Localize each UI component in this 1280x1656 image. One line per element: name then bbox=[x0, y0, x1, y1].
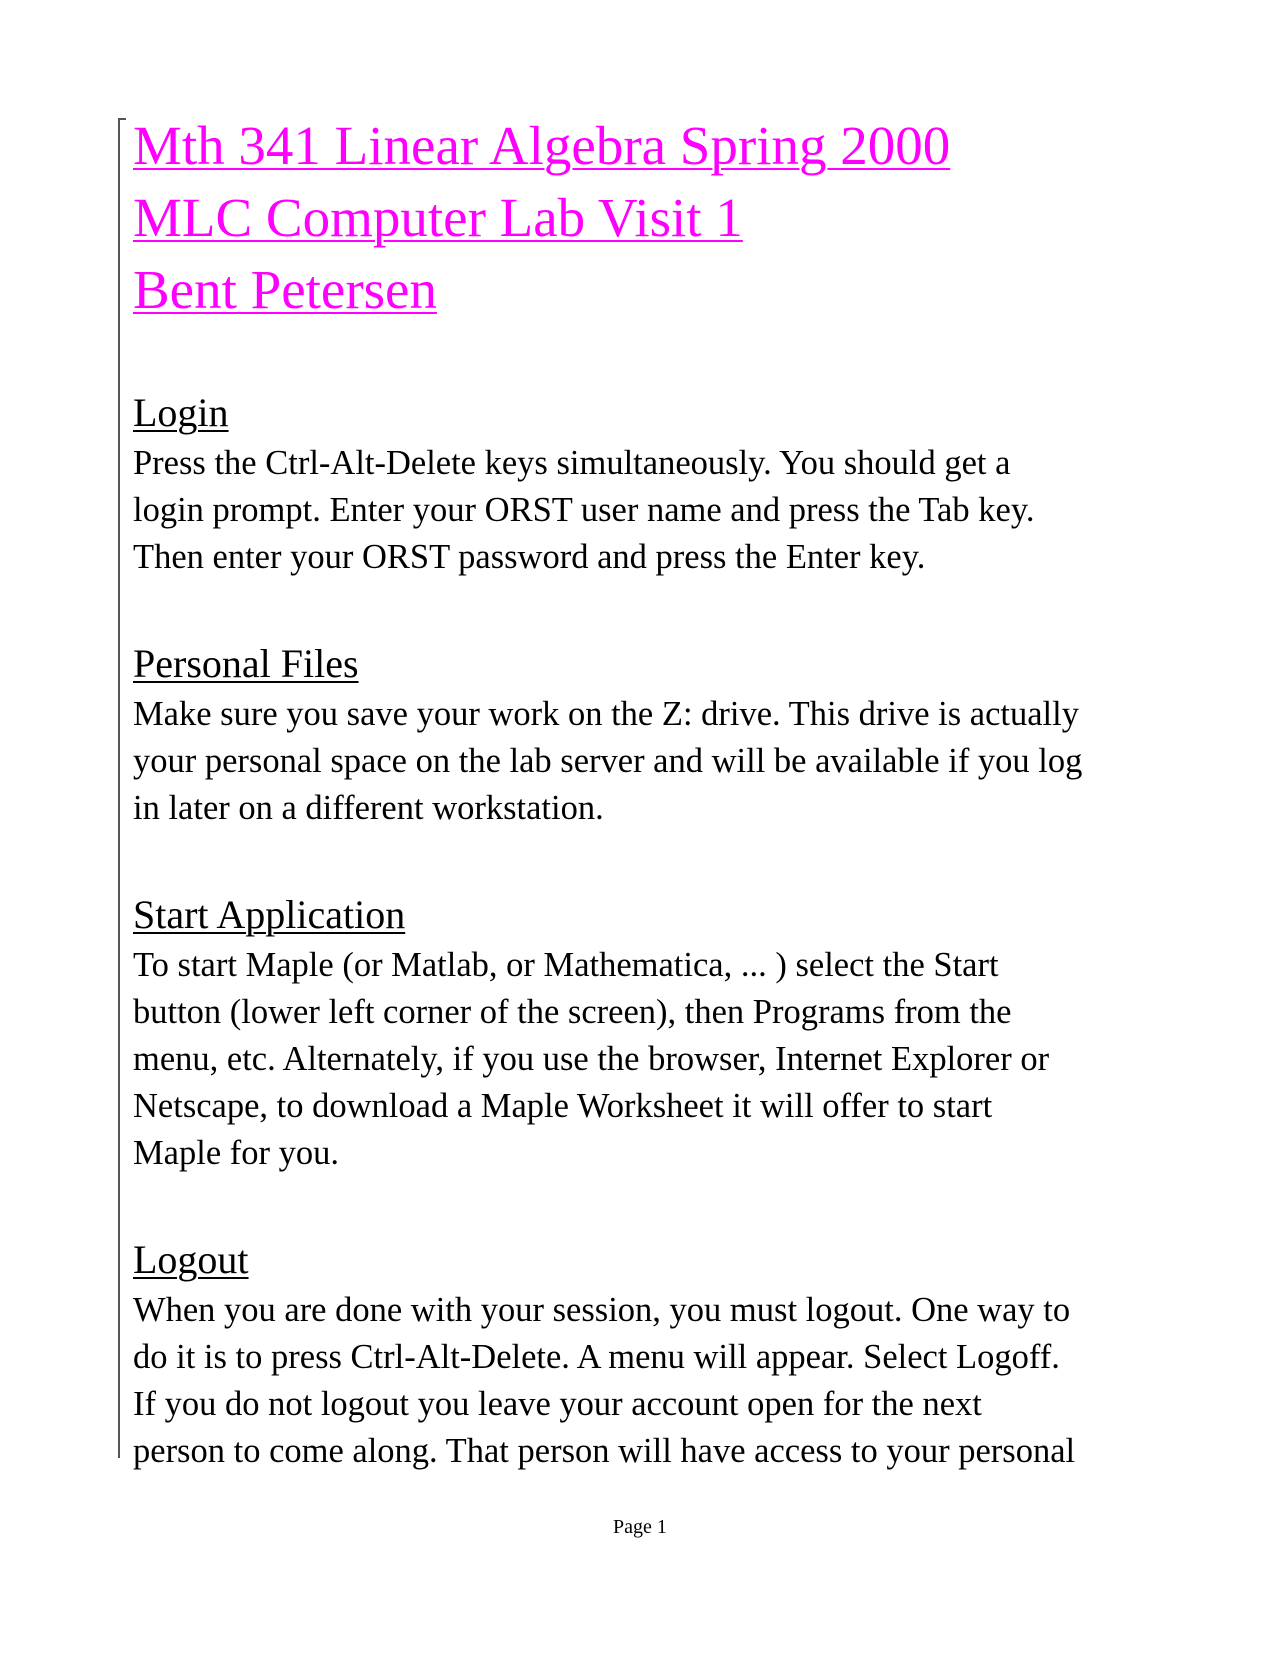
section-heading: Login bbox=[133, 390, 229, 435]
section-login bbox=[133, 388, 1173, 581]
body-line: When you are done with your session, you must logout. One way to bbox=[133, 1291, 1071, 1329]
body-line: in later on a different workstation. bbox=[133, 789, 604, 827]
body-line: If you do not logout you leave your account open for the next bbox=[133, 1385, 982, 1423]
body-line: do it is to press Ctrl-Alt-Delete. A menu will appear. Select Logoff. bbox=[133, 1338, 1060, 1376]
section-body bbox=[133, 942, 1173, 1177]
body-line: your personal space on the lab server and will be available if you log bbox=[133, 742, 1083, 780]
section-heading: Personal Files bbox=[133, 641, 359, 686]
body-line: Maple for you. bbox=[133, 1134, 339, 1172]
section-start-application bbox=[133, 890, 1173, 1177]
body-line: login prompt. Enter your ORST user name and press the Tab key. bbox=[133, 491, 1035, 529]
section-heading: Start Application bbox=[133, 892, 406, 937]
body-line: Press the Ctrl-Alt-Delete keys simultaneously. You should get a bbox=[133, 444, 1011, 482]
title-line-lab-visit[interactable]: MLC Computer Lab Visit 1 bbox=[133, 187, 743, 248]
body-line: Then enter your ORST password and press the Enter key. bbox=[133, 538, 926, 576]
page-number: Page 1 bbox=[613, 1516, 667, 1538]
body-line: Make sure you save your work on the Z: drive. This drive is actually bbox=[133, 695, 1079, 733]
body-line: To start Maple (or Matlab, or Mathematica, ... ) select the Start bbox=[133, 946, 999, 984]
body-line: menu, etc. Alternately, if you use the browser, Internet Explorer or bbox=[133, 1040, 1050, 1078]
document-content bbox=[133, 110, 1173, 1475]
body-line: button (lower left corner of the screen), then Programs from the bbox=[133, 993, 1012, 1031]
body-line: Netscape, to download a Maple Worksheet it will offer to start bbox=[133, 1087, 993, 1125]
title-line-course[interactable]: Mth 341 Linear Algebra Spring 2000 bbox=[133, 115, 951, 176]
section-body bbox=[133, 440, 1173, 581]
section-heading: Logout bbox=[133, 1237, 249, 1282]
document-title bbox=[133, 110, 1173, 326]
section-personal-files bbox=[133, 639, 1173, 832]
section-body bbox=[133, 691, 1173, 832]
title-line-author[interactable]: Bent Petersen bbox=[133, 259, 437, 320]
section-logout bbox=[133, 1235, 1173, 1475]
section-body bbox=[133, 1287, 1173, 1475]
body-line: person to come along. That person will have access to your personal bbox=[133, 1432, 1076, 1470]
change-bar bbox=[118, 118, 128, 1458]
